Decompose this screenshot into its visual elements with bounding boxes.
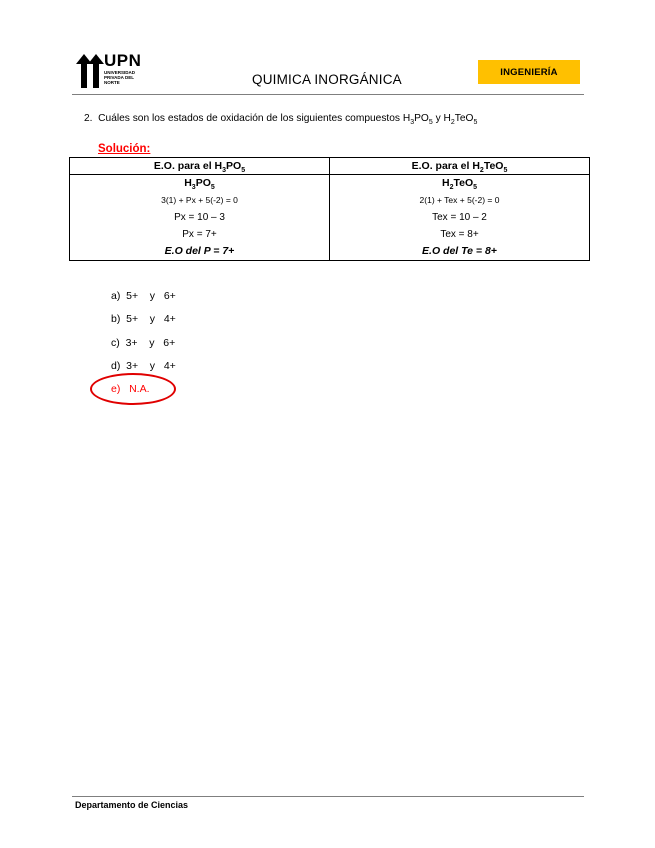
equation-1: 2(1) + Tex + 5(-2) = 0 <box>419 195 500 205</box>
header-divider <box>72 94 584 95</box>
equation-1: 3(1) + Px + 5(-2) = 0 <box>161 195 238 205</box>
result: E.O del P = 7+ <box>164 245 235 257</box>
equation-3: Tex = 8+ <box>440 229 479 240</box>
option-c: c) 3+ y 6+ <box>111 336 176 349</box>
upn-logo-icon <box>74 52 104 88</box>
logo-subtitle: UNIVERSIDAD PRIVADA DEL NORTE <box>104 70 136 85</box>
footer-divider <box>72 796 584 797</box>
solution-label: Solución: <box>98 143 151 155</box>
page-title: QUIMICA INORGÁNICA <box>252 72 402 87</box>
answer-circle-mark <box>90 373 176 405</box>
upn-logo <box>74 51 142 88</box>
equation-2: Tex = 10 – 2 <box>432 212 487 223</box>
question-number: 2. <box>84 113 93 124</box>
result: E.O del Te = 8+ <box>422 245 497 257</box>
faculty-badge: INGENIERÍA <box>478 60 580 84</box>
question-text <box>84 113 478 127</box>
question-sub: 2 <box>450 119 455 127</box>
oxidation-table <box>69 157 590 261</box>
formula: $H_2TeO_5$ <box>441 177 478 192</box>
formula: $H_3PO_5$ <box>184 177 215 192</box>
table-header-left: E.O. para el $H_3PO_5$ <box>70 158 330 175</box>
table-cell-left <box>70 175 330 261</box>
footer-department: Departamento de Ciencias <box>75 800 189 810</box>
question-join: y H <box>432 113 451 124</box>
question-sub: 5 <box>473 119 478 127</box>
option-e: e) N.A. <box>111 383 150 396</box>
question-sub: 5 <box>428 119 433 127</box>
question-formula-part: PO <box>414 113 429 124</box>
option-b: b) 5+ y 4+ <box>111 313 176 326</box>
question-sub: 3 <box>410 119 415 127</box>
logo-brand: UPN <box>104 51 142 70</box>
option-d: d) 3+ y 4+ <box>111 359 176 372</box>
table-header-right: E.O. para el $H_2TeO_5$ <box>330 158 590 175</box>
equation-3: Px = 7+ <box>182 229 217 240</box>
question-body: Cuáles son los estados de oxidación de los siguientes compuestos H <box>98 113 411 124</box>
question-formula-part: TeO <box>454 113 474 124</box>
option-a: a) 5+ y 6+ <box>111 290 176 302</box>
table-cell-right <box>330 175 590 261</box>
equation-2: Px = 10 – 3 <box>174 212 225 223</box>
